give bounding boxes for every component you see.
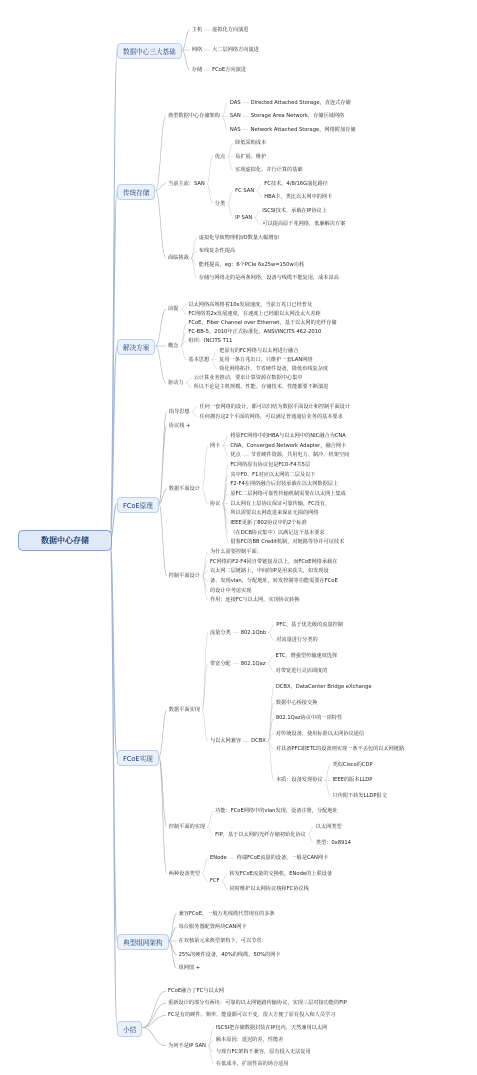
mindmap-node[interactable]: 本质：设备发现协议 bbox=[275, 777, 323, 784]
mindmap-node[interactable]: FC-BB-5，2010年正式标准化，ANSI/INCITS 462-2010 bbox=[188, 329, 322, 336]
connector-line bbox=[155, 309, 166, 346]
mindmap-node[interactable]: 两种设备类型 bbox=[168, 870, 200, 877]
mindmap-node[interactable]: FC是有的硬件、频率、能量都可以不变，很大方便了原有投入和人员学习 bbox=[168, 1012, 336, 1019]
mindmap-node[interactable]: DAS bbox=[229, 99, 241, 106]
mindmap-node[interactable]: F2-F4在网络融合后封装承载在以太网数据层上 bbox=[230, 481, 339, 488]
connector-line bbox=[180, 309, 186, 314]
mindmap-node[interactable]: 的设计中考虑实现 bbox=[209, 587, 252, 594]
mindmap-node[interactable]: 转发FCoE流量的交换机，ENode的上联设备 bbox=[229, 870, 333, 877]
connector-line bbox=[222, 116, 228, 130]
mindmap-node[interactable]: 降低采购成本 bbox=[235, 140, 267, 147]
connector-line bbox=[222, 465, 228, 504]
mindmap-node[interactable]: 其中F0、F1对应以太网的二层及以下 bbox=[230, 471, 316, 478]
connector-line bbox=[211, 360, 217, 369]
mindmap-node[interactable]: DCBX bbox=[251, 738, 266, 745]
mindmap-node[interactable]: 概念 bbox=[168, 343, 179, 349]
mindmap-node[interactable]: CNA，Converged Network Adapter，融合网卡 bbox=[230, 442, 347, 449]
connector-line bbox=[308, 835, 314, 843]
connector-line bbox=[254, 211, 260, 218]
mindmap-node[interactable]: 重新设计的部分有两块：可靠的以太网链路传输协议，实现三层对接功能的FIP bbox=[168, 1000, 347, 1007]
connector-line bbox=[268, 703, 274, 742]
mindmap-node[interactable]: 类似Cisco的CDP bbox=[332, 761, 373, 768]
mindmap-node[interactable]: Directed Attached Storage，直连式存储 bbox=[250, 99, 351, 106]
mindmap-node[interactable]: 数据平面实现 bbox=[168, 707, 200, 714]
mindmap-node[interactable]: 对具备PFC跟ETC的设备则实现一条不丢包的以太网链路 bbox=[275, 746, 405, 753]
connector-line bbox=[256, 184, 262, 191]
mindmap-node[interactable]: 同时维护以太网协议栈和FC协议栈 bbox=[229, 886, 309, 893]
mindmap-node[interactable]: SAN bbox=[229, 113, 241, 120]
connector-line bbox=[222, 103, 228, 117]
connector-line bbox=[222, 446, 228, 456]
mindmap-node[interactable]: 分类 bbox=[214, 201, 226, 207]
mindmap-node[interactable]: 复用一条万兆出口，只维护一套LAN网络 bbox=[219, 356, 313, 363]
connector-line bbox=[207, 157, 213, 184]
mindmap-node[interactable]: （在DCB协议集中）以满足这个基本要求 bbox=[230, 529, 325, 536]
mindmap-node[interactable]: 优点 bbox=[230, 452, 241, 459]
mindmap-node[interactable]: 指导思想 bbox=[168, 408, 190, 415]
connector-line bbox=[202, 874, 208, 882]
mindmap-node[interactable]: 简化网络拓扑，节省硬件设备，降低布线复杂度 bbox=[219, 366, 329, 372]
mindmap-node[interactable]: 为何不是IP SAN bbox=[168, 1042, 206, 1049]
mindmap-node[interactable]: 在低成本，扩展性高的场合适用 bbox=[215, 1060, 289, 1067]
mindmap-node[interactable]: Storage Area Network，存储区域网络 bbox=[250, 113, 345, 120]
mindmap-node[interactable]: 协议栈 + bbox=[168, 423, 191, 430]
mindmap-node[interactable]: 当前主流：SAN bbox=[168, 180, 205, 187]
mindmap-node[interactable]: 任何拥有这2个平面的网络，可以满足普通通信业务的基本要求 bbox=[199, 413, 343, 420]
connector-line bbox=[180, 305, 186, 310]
mindmap-node[interactable]: 兼容FCoE，一般万兆线缆代替现有的多条 bbox=[178, 910, 275, 917]
mindmap-node[interactable]: FC网络着2x发展速度，在速度上已经跟以太网没太大差距 bbox=[188, 310, 321, 317]
connector-line bbox=[169, 914, 177, 941]
mindmap-node[interactable]: 任何一套网络的设计，都可以归结为数据平面设计和控制平面设计 bbox=[199, 403, 351, 410]
mindmap-node[interactable]: 所以需要以太网改进来保证无损的网络 bbox=[230, 510, 319, 517]
mindmap-node[interactable]: FC网络原有协议包是FC0-F4共5层 bbox=[230, 461, 311, 468]
connector-line bbox=[155, 346, 166, 383]
connector-line bbox=[142, 1003, 166, 1027]
connector-line bbox=[308, 827, 314, 835]
mindmap-node[interactable]: 数据中心桥接交换 bbox=[275, 699, 318, 706]
mindmap-node[interactable]: 能耗提高，eg：6个PCIe 6x25w=150w功耗 bbox=[198, 261, 305, 268]
connector-line bbox=[159, 757, 167, 874]
mindmap-node[interactable]: 以太网有上层协议保证可靠传输，FC没有， bbox=[230, 500, 331, 507]
connector-line bbox=[222, 874, 228, 882]
mindmap-node[interactable]: 主机 bbox=[191, 27, 203, 33]
mindmap-node[interactable]: 可以提高原千兆网络，低廉解决方案 bbox=[262, 221, 346, 228]
mindmap-node[interactable]: 借鉴FC的BB Credit机制，对链路等待许可证技术 bbox=[230, 539, 345, 546]
connector-line bbox=[227, 157, 233, 171]
connector-line bbox=[169, 927, 177, 941]
mindmap-node[interactable]: NAS bbox=[229, 126, 241, 133]
connector-line bbox=[268, 633, 274, 641]
branch-node[interactable]: 数据中心三大基础 bbox=[117, 43, 182, 59]
mindmap-node[interactable]: 存储 bbox=[191, 67, 203, 73]
connector-line bbox=[159, 489, 167, 504]
mindmap-node[interactable]: 网络 bbox=[191, 47, 203, 53]
mindmap-node[interactable]: 802.1Qaz bbox=[240, 660, 266, 667]
mindmap-node[interactable]: 类型：0x8914 bbox=[315, 839, 351, 846]
mindmap-node[interactable]: ETC，增强型传输速度选择 bbox=[275, 652, 338, 659]
connector-line bbox=[142, 991, 166, 1027]
mindmap-node[interactable]: 以太网二层链路上，中间的IP是用来获失，如发现设 bbox=[209, 568, 329, 575]
mindmap-node[interactable]: 基本思想 bbox=[188, 356, 210, 363]
mindmap-node[interactable]: FIP，基于以太网的光纤存储初始化协议 bbox=[215, 831, 306, 838]
mindmap-node[interactable]: IEEE的版本LLDP bbox=[332, 777, 373, 784]
connector-line bbox=[202, 633, 208, 711]
mindmap-node[interactable]: ENode bbox=[209, 855, 227, 862]
mindmap-node[interactable]: 数据平面设计 bbox=[168, 486, 200, 492]
mindmap-node[interactable]: 网卡 bbox=[209, 442, 221, 449]
connector-line bbox=[222, 504, 228, 543]
mindmap-node[interactable]: PFC，基于优先级的流量控制 bbox=[276, 621, 344, 628]
mindmap-node[interactable]: 带宽分配 bbox=[209, 660, 231, 667]
mindmap-node[interactable]: 以太网类型 bbox=[315, 824, 342, 830]
mindmap-node[interactable]: 额本原因：延迟阶差，性能差 bbox=[215, 1036, 284, 1043]
mindmap-node[interactable]: IEEE更新了802协议中的2个标准 bbox=[230, 519, 307, 526]
connector-line bbox=[142, 1028, 166, 1046]
mindmap-node[interactable]: DCBX，DataCenter Bridge eXchange bbox=[275, 684, 372, 690]
connector-line bbox=[192, 412, 198, 417]
connector-line bbox=[182, 30, 190, 50]
connector-line bbox=[159, 710, 167, 757]
mindmap-node[interactable]: 与以太网兼容 bbox=[209, 738, 242, 745]
branch-node[interactable]: FCoE实现 bbox=[117, 750, 159, 766]
connector-line bbox=[159, 426, 167, 503]
connector-line bbox=[268, 664, 274, 672]
connector-line bbox=[202, 552, 208, 576]
mindmap-node[interactable]: 大二层网络方向演进 bbox=[212, 47, 259, 53]
connector-line bbox=[142, 1015, 166, 1027]
connector-line bbox=[227, 191, 233, 205]
mindmap-node[interactable]: 驱动力 bbox=[168, 379, 184, 386]
branch-node[interactable]: 传统存储 bbox=[117, 184, 155, 200]
connector-line bbox=[227, 143, 233, 157]
branch-node[interactable]: 典型组网架构 bbox=[117, 934, 169, 950]
mindmap-node[interactable]: 只传附不转发LLDP报文 bbox=[332, 792, 387, 799]
connector-line bbox=[207, 184, 213, 204]
connector-line bbox=[202, 710, 208, 741]
mindmap-node[interactable]: 控制平面的实现 bbox=[168, 824, 206, 830]
connector-line bbox=[202, 489, 208, 504]
connector-line bbox=[268, 656, 274, 664]
connector-line bbox=[186, 383, 192, 388]
mindmap-node[interactable]: FCoE，Fiber Channel over Ethernet，基于以太网的光纤存储 bbox=[188, 320, 337, 326]
mindmap-node[interactable]: ISCSI把存储数据封装在IP包内，天然兼用以太网 bbox=[215, 1024, 328, 1031]
connector-line bbox=[192, 407, 198, 412]
branch-node[interactable]: 解决方案 bbox=[117, 339, 155, 355]
mindmap-node[interactable]: 对传统设备，使用标准以太网协议通信 bbox=[275, 730, 365, 737]
mindmap-node[interactable]: FCoE融合了FC与以太网 bbox=[168, 988, 224, 995]
mindmap-node[interactable]: 对流量进行分类的 bbox=[276, 637, 318, 644]
mindmap-node[interactable]: 布线复杂性提高 bbox=[198, 248, 236, 255]
mindmap-node[interactable]: 云计算业务推动，要求计算资源在数据中心集中 bbox=[193, 375, 303, 382]
branch-node[interactable]: 小结 bbox=[117, 1021, 142, 1037]
mindmap-node[interactable]: ISCSI技术，承载在IP协议上 bbox=[262, 207, 327, 214]
mindmap-node[interactable]: 25%的硬件设备，40%的线缆，50%的网卡 bbox=[178, 951, 281, 958]
mindmap-node[interactable]: 协议 bbox=[209, 500, 221, 507]
connector-line bbox=[222, 436, 228, 446]
mindmap-node[interactable]: FCoE方向演进 bbox=[212, 67, 246, 73]
mindmap-node[interactable]: 优点 bbox=[214, 153, 226, 160]
mindmap-node[interactable]: 前提 bbox=[168, 306, 179, 313]
connector-line bbox=[268, 741, 274, 780]
mindmap-node[interactable]: 802.1Qaz协议中的一项特性 bbox=[275, 715, 343, 722]
mindmap-node[interactable]: FC技术，4/8/16G演化路径 bbox=[264, 180, 328, 187]
connector-line bbox=[207, 811, 213, 827]
mindmap-node[interactable]: IP SAN bbox=[235, 214, 253, 221]
mindmap-node[interactable]: 控制平面设计 bbox=[168, 573, 200, 579]
connector-line bbox=[169, 941, 177, 968]
mindmap-node[interactable]: 将原FC网络中的HBA与以太网中的NIC融合为CNA bbox=[230, 432, 346, 439]
mindmap-node[interactable]: 802.1Qbb bbox=[240, 629, 267, 636]
mindmap-node[interactable]: 面临挑战 bbox=[168, 255, 189, 261]
mindmap-node[interactable]: 易扩展、维护 bbox=[235, 153, 267, 160]
mindmap-node[interactable]: 在双核第元来典型架构下，可以节省： bbox=[178, 938, 267, 944]
mindmap-node[interactable]: 对带宽进行灵活调度的 bbox=[275, 668, 328, 675]
mindmap-node[interactable]: 终端FCoE流量的设备，一般是CAN网卡 bbox=[236, 855, 329, 862]
mindmap-node[interactable]: Network Attached Storage，网络附加存储 bbox=[250, 126, 356, 133]
mindmap-node[interactable]: FC网络的F2-F4同自带链接及以上，而FCoE网络承载在 bbox=[209, 558, 338, 565]
connector-line bbox=[180, 323, 186, 346]
mindmap-node[interactable]: 典型数据中心存储架构 bbox=[168, 113, 220, 120]
connector-line bbox=[182, 50, 190, 70]
connector-line bbox=[155, 191, 166, 259]
connector-line bbox=[159, 504, 167, 577]
mindmap-node[interactable]: HBA卡，类比以太网中的网卡 bbox=[264, 194, 333, 201]
mindmap-node[interactable]: 虚拟化方向演进 bbox=[212, 27, 249, 33]
mindmap-node[interactable]: 把原有的FC网络与以太网进行融合 bbox=[219, 347, 299, 354]
connector-line bbox=[325, 765, 331, 781]
connector-line bbox=[202, 446, 208, 490]
mindmap-node[interactable]: 组织：INCITS T11 bbox=[188, 338, 233, 345]
mindmap-node[interactable]: 所以不论是主机规模、性能、存储技术、性能都要不断演进 bbox=[193, 384, 329, 391]
connector-line bbox=[110, 540, 117, 1028]
mindmap-node[interactable]: 作用：连接FC与以太网，实现协议转换 bbox=[209, 597, 300, 604]
connector-line bbox=[155, 116, 166, 190]
connector-line bbox=[325, 780, 331, 796]
mindmap-node[interactable]: 组网图 + bbox=[178, 965, 201, 972]
branch-node[interactable]: FCoE原理 bbox=[117, 497, 159, 513]
mindmap-node[interactable]: 节省硬件资源，共用电力、制冷、机架空间 bbox=[250, 452, 350, 459]
mindmap-node[interactable]: 原FC二层网络可靠性传输机制需要在以太网上集成 bbox=[230, 490, 346, 497]
connector-line bbox=[254, 218, 260, 225]
mindmap-node[interactable]: FCF bbox=[209, 878, 220, 885]
connector-line bbox=[268, 687, 274, 741]
mindmap-node[interactable]: 实现虚拟化、并行计算的基础 bbox=[235, 167, 303, 174]
connector-line bbox=[207, 827, 213, 835]
mindmap-node[interactable]: 存储与网络走的是两条网络，设备与线缆不能复用，成本昂高 bbox=[198, 275, 339, 282]
mindmap-node[interactable]: 以太网络高规格着10x发展速度，当前万兆口已经普及 bbox=[188, 301, 313, 308]
mindmap-node[interactable]: FC SAN bbox=[235, 187, 255, 194]
mindmap-node[interactable]: 每台服务器配置两块CAN网卡 bbox=[178, 924, 247, 931]
connector-line bbox=[169, 941, 177, 955]
connector-line bbox=[256, 191, 262, 198]
mindmap-node[interactable]: 虚拟化导致物理机I/O数量大幅增加 bbox=[198, 234, 279, 241]
mindmap-node[interactable]: 与现有FC架构不兼容，原有投入无法复用 bbox=[215, 1048, 311, 1055]
connector-line bbox=[222, 881, 228, 889]
connector-line bbox=[202, 858, 208, 874]
mindmap-node[interactable]: 备、发现vlan，分配地址，转发控制等功能需要在FCoE bbox=[209, 577, 338, 584]
connector-line bbox=[202, 576, 208, 600]
connector-line bbox=[180, 346, 186, 360]
mindmap-node[interactable]: 为什么需要控制平面： bbox=[209, 548, 262, 555]
connector-line bbox=[268, 625, 274, 633]
root-node[interactable]: 数据中心存储 bbox=[18, 530, 112, 551]
connector-line bbox=[227, 204, 233, 218]
mindmap-node[interactable]: 功能：FCoE网络中的vlan发现，设备注册，分配地址 bbox=[215, 808, 338, 815]
connector-line bbox=[186, 378, 192, 383]
mindmap-node[interactable]: 流量分类 bbox=[209, 629, 231, 636]
connector-line bbox=[211, 351, 217, 360]
